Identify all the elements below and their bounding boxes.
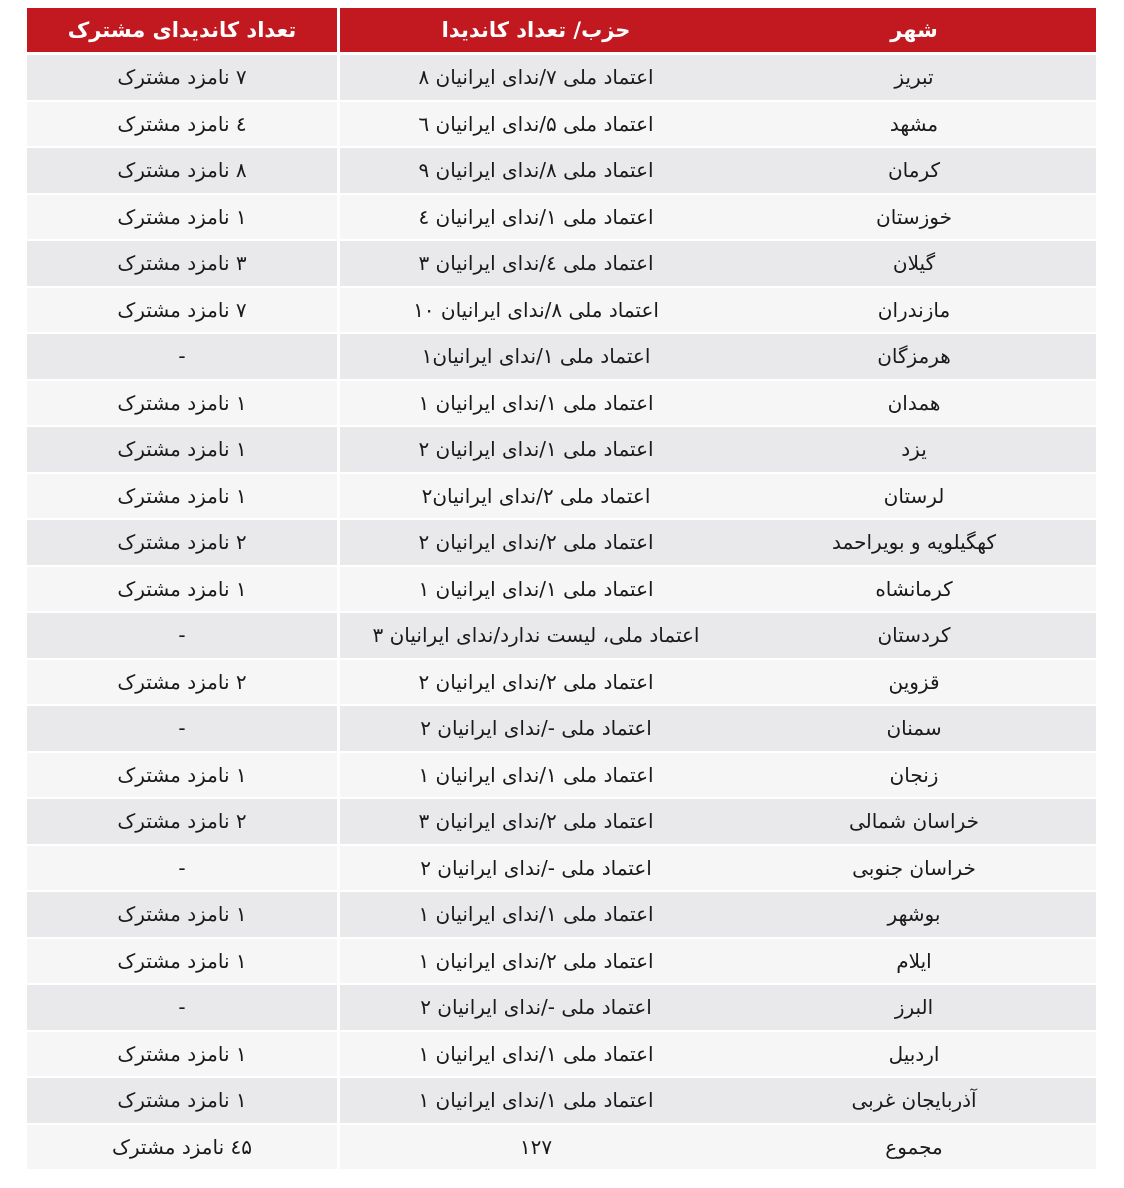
joint-cell: ۱ نامزد مشترک [27,474,337,521]
table-row [24,288,1096,335]
city-cell: آذربایجان غربی [732,1078,1096,1125]
city-cell: اردبیل [732,1032,1096,1079]
city-cell: خراسان جنوبی [732,846,1096,893]
header-joint: تعداد کاندیدای مشترک [27,8,337,52]
joint-cell: ۲ نامزد مشترک [27,520,337,567]
table-row [24,427,1096,474]
party-cell: اعتماد ملی -/ندای ایرانیان ۲ [340,706,732,753]
city-cell: خوزستان [732,195,1096,242]
joint-cell: - [27,706,337,753]
joint-cell: - [27,613,337,660]
joint-cell: ۱ نامزد مشترک [27,567,337,614]
party-cell: اعتماد ملی ۲/ندای ایرانیان۲ [340,474,732,521]
table-row [24,660,1096,707]
party-cell: اعتماد ملی ۲/ندای ایرانیان ۳ [340,799,732,846]
joint-cell: - [27,985,337,1032]
joint-cell: ۱ نامزد مشترک [27,1032,337,1079]
joint-cell: - [27,334,337,381]
city-cell: کرمان [732,148,1096,195]
table-row [24,799,1096,846]
table-row [24,1078,1096,1125]
candidates-table [24,8,1096,1171]
city-cell: مشهد [732,102,1096,149]
city-cell: لرستان [732,474,1096,521]
joint-cell: ۳ نامزد مشترک [27,241,337,288]
party-cell: اعتماد ملی ۲/ندای ایرانیان ۱ [340,939,732,986]
city-cell: مجموع [732,1125,1096,1172]
party-cell: اعتماد ملی ۱/ندای ایرانیان ۱ [340,892,732,939]
joint-cell: ۲ نامزد مشترک [27,660,337,707]
city-cell: کهگیلویه و بویراحمد [732,520,1096,567]
joint-cell: ۱ نامزد مشترک [27,753,337,800]
joint-cell: ٤ نامزد مشترک [27,102,337,149]
party-cell: اعتماد ملی ۲/ندای ایرانیان ۲ [340,660,732,707]
party-cell: ۱۲۷ [340,1125,732,1172]
party-cell: اعتماد ملی ۷/ندای ایرانیان ۸ [340,55,732,102]
party-cell: اعتماد ملی ۱/ندای ایرانیان ۲ [340,427,732,474]
joint-cell: - [27,846,337,893]
table-row [24,474,1096,521]
table-row [24,613,1096,660]
table-row [24,55,1096,102]
party-cell: اعتماد ملی -/ندای ایرانیان ۲ [340,985,732,1032]
table-row [24,148,1096,195]
header-party: حزب/ تعداد کاندیدا [340,8,732,52]
table-row [24,241,1096,288]
city-cell: هرمزگان [732,334,1096,381]
table-row [24,567,1096,614]
party-cell: اعتماد ملی ۱/ندای ایرانیان ۱ [340,1078,732,1125]
table-row [24,520,1096,567]
party-cell: اعتماد ملی ٤/ندای ایرانیان ۳ [340,241,732,288]
table-row [24,753,1096,800]
city-cell: تبریز [732,55,1096,102]
city-cell: زنجان [732,753,1096,800]
city-cell: همدان [732,381,1096,428]
party-cell: اعتماد ملی -/ندای ایرانیان ۲ [340,846,732,893]
table-row [24,706,1096,753]
party-cell: اعتماد ملی ۸/ندای ایرانیان ۹ [340,148,732,195]
party-cell: اعتماد ملی ۱/ندای ایرانیان ٤ [340,195,732,242]
city-cell: کردستان [732,613,1096,660]
party-cell: اعتماد ملی ۱/ندای ایرانیان ۱ [340,381,732,428]
city-cell: یزد [732,427,1096,474]
joint-cell: ۱ نامزد مشترک [27,892,337,939]
table-row [24,985,1096,1032]
table-row [24,381,1096,428]
party-cell: اعتماد ملی ۵/ندای ایرانیان ٦ [340,102,732,149]
table-body [24,55,1096,1171]
table-row [24,846,1096,893]
joint-cell: ۱ نامزد مشترک [27,939,337,986]
joint-cell: ۷ نامزد مشترک [27,288,337,335]
table-row [24,892,1096,939]
table-row [24,1032,1096,1079]
city-cell: البرز [732,985,1096,1032]
table-row [24,102,1096,149]
joint-cell: ۱ نامزد مشترک [27,195,337,242]
joint-cell: ۱ نامزد مشترک [27,1078,337,1125]
joint-cell: ۷ نامزد مشترک [27,55,337,102]
party-cell: اعتماد ملی ۱/ندای ایرانیان۱ [340,334,732,381]
city-cell: بوشهر [732,892,1096,939]
joint-cell: ۱ نامزد مشترک [27,427,337,474]
city-cell: گیلان [732,241,1096,288]
party-cell: اعتماد ملی ۲/ندای ایرانیان ۲ [340,520,732,567]
party-cell: اعتماد ملی ۱/ندای ایرانیان ۱ [340,753,732,800]
city-cell: مازندران [732,288,1096,335]
table-row [24,939,1096,986]
joint-cell: ۲ نامزد مشترک [27,799,337,846]
city-cell: ایلام [732,939,1096,986]
table-row [24,195,1096,242]
table-row [24,1125,1096,1172]
party-cell: اعتماد ملی ۸/ندای ایرانیان ۱۰ [340,288,732,335]
joint-cell: ۱ نامزد مشترک [27,381,337,428]
city-cell: خراسان شمالی [732,799,1096,846]
city-cell: کرمانشاه [732,567,1096,614]
party-cell: اعتماد ملی ۱/ندای ایرانیان ۱ [340,567,732,614]
header-city: شهر [732,8,1096,52]
joint-cell: ٤۵ نامزد مشترک [27,1125,337,1172]
joint-cell: ۸ نامزد مشترک [27,148,337,195]
city-cell: قزوین [732,660,1096,707]
table-row [24,334,1096,381]
city-cell: سمنان [732,706,1096,753]
table-header-row [24,8,1096,52]
party-cell: اعتماد ملی ۱/ندای ایرانیان ۱ [340,1032,732,1079]
party-cell: اعتماد ملی، لیست ندارد/ندای ایرانیان ۳ [340,613,732,660]
